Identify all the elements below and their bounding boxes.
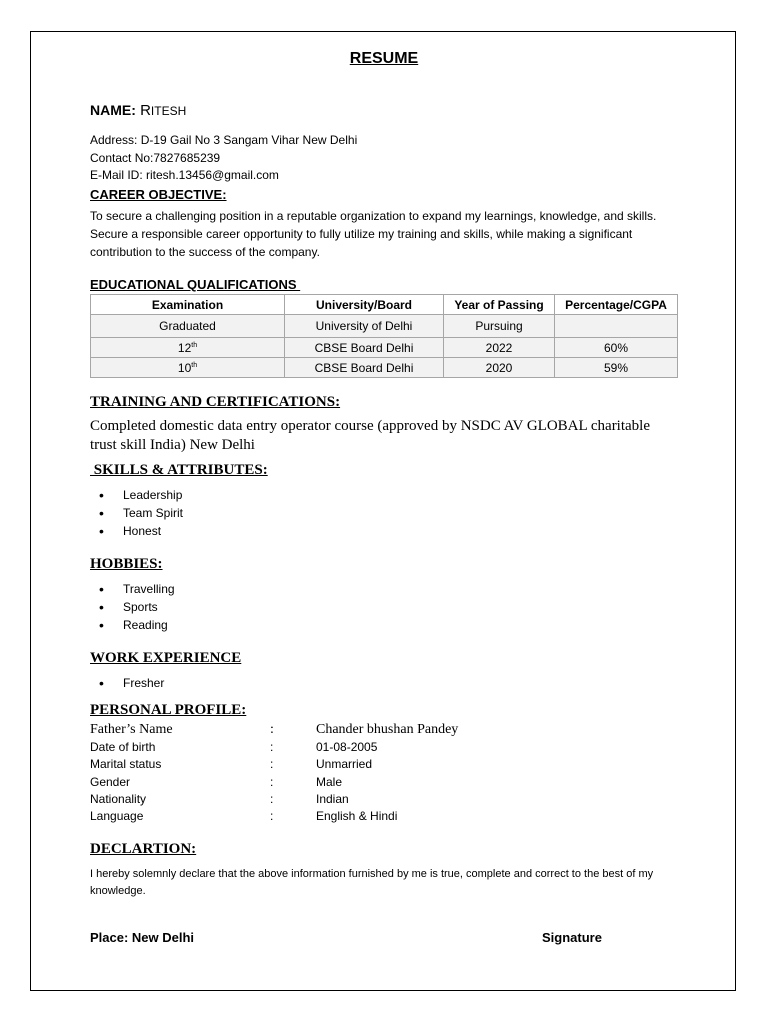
- profile-value: Unmarried: [316, 757, 373, 771]
- table-cell: CBSE Board Delhi: [285, 358, 444, 378]
- table-header: Examination: [91, 295, 285, 315]
- education-table: [90, 294, 678, 378]
- training-text-line1: Completed domestic data entry operator course (approved by NSDC AV GLOBAL charitable: [90, 418, 651, 434]
- table-cell: 10th: [91, 358, 285, 378]
- name-label: NAME:: [90, 102, 136, 118]
- table-cell: 59%: [555, 358, 678, 378]
- career-objective-heading: CAREER OBJECTIVE:: [90, 187, 227, 202]
- profile-label: Date of birth: [90, 740, 156, 754]
- address: Address: D-19 Gail No 3 Sangam Vihar New Delhi: [90, 133, 358, 147]
- table-header: Percentage/CGPA: [555, 295, 678, 315]
- table-cell: 60%: [555, 338, 678, 358]
- hobbies-heading: HOBBIES:: [90, 556, 163, 572]
- profile-colon: :: [270, 722, 274, 737]
- contact-number: Contact No:7827685239: [90, 151, 221, 165]
- table-row: [91, 338, 678, 358]
- profile-colon: :: [270, 775, 274, 789]
- personal-profile-heading: PERSONAL PROFILE:: [90, 702, 247, 718]
- list-item: • Team Spirit: [96, 504, 183, 522]
- table-cell: 12th: [91, 338, 285, 358]
- skills-list: [96, 486, 183, 540]
- training-heading: TRAINING AND CERTIFICATIONS:: [90, 394, 341, 410]
- list-item: • Leadership: [96, 486, 183, 504]
- name-first-letter: R: [140, 102, 151, 119]
- work-experience-heading: WORK EXPERIENCE: [90, 650, 242, 666]
- profile-value: Male: [316, 775, 343, 789]
- profile-label: Gender: [90, 775, 131, 789]
- name-line: [90, 102, 186, 119]
- table-cell: University of Delhi: [285, 315, 444, 338]
- place: Place: New Delhi: [90, 930, 195, 945]
- profile-label: Father’s Name: [90, 722, 173, 737]
- declaration-heading: DECLARTION:: [90, 841, 197, 857]
- table-cell: 2020: [444, 358, 555, 378]
- work-list: [96, 674, 164, 692]
- table-cell: CBSE Board Delhi: [285, 338, 444, 358]
- email: E-Mail ID: ritesh.13456@gmail.com: [90, 168, 279, 182]
- table-cell: [555, 315, 678, 338]
- list-item: • Travelling: [96, 580, 175, 598]
- profile-label: Marital status: [90, 757, 162, 771]
- profile-label: Language: [90, 809, 144, 823]
- profile-colon: :: [270, 740, 274, 754]
- profile-value: Indian: [316, 792, 349, 806]
- declaration-text: I hereby solemnly declare that the above information furnished by me is true, complete and correct to the best of my knowledge.: [90, 868, 654, 897]
- profile-colon: :: [270, 809, 274, 823]
- education-heading: EDUCATIONAL QUALIFICATIONS: [90, 277, 301, 292]
- list-item: • Honest: [96, 522, 183, 540]
- list-item: • Fresher: [96, 674, 164, 692]
- profile-value: Chander bhushan Pandey: [316, 722, 459, 737]
- table-row: [91, 358, 678, 378]
- resume-title: RESUME: [349, 50, 419, 67]
- profile-colon: :: [270, 757, 274, 771]
- training-text-line2: trust skill India) New Delhi: [90, 437, 255, 453]
- name-rest: ITESH: [150, 104, 187, 118]
- table-cell: Graduated: [91, 315, 285, 338]
- table-header: University/Board: [285, 295, 444, 315]
- signature-label: Signature: [542, 930, 602, 945]
- table-header: Year of Passing: [444, 295, 555, 315]
- list-item: • Reading: [96, 616, 175, 634]
- table-header-row: [91, 295, 678, 315]
- profile-colon: :: [270, 792, 274, 806]
- profile-value: English & Hindi: [316, 809, 398, 823]
- table-cell: 2022: [444, 338, 555, 358]
- profile-label: Nationality: [90, 792, 147, 806]
- profile-value: 01-08-2005: [316, 740, 378, 754]
- list-item: • Sports: [96, 598, 175, 616]
- table-row: [91, 315, 678, 338]
- skills-heading: SKILLS & ATTRIBUTES:: [90, 462, 268, 478]
- hobbies-list: [96, 580, 175, 634]
- table-cell: Pursuing: [444, 315, 555, 338]
- career-objective-text: To secure a challenging position in a reputable organization to expand my learnings, knowledge, and skills. Secure a responsible career opportunity to fully utilize my training and skills, while making a significant contribution to the success of the company.: [90, 209, 657, 259]
